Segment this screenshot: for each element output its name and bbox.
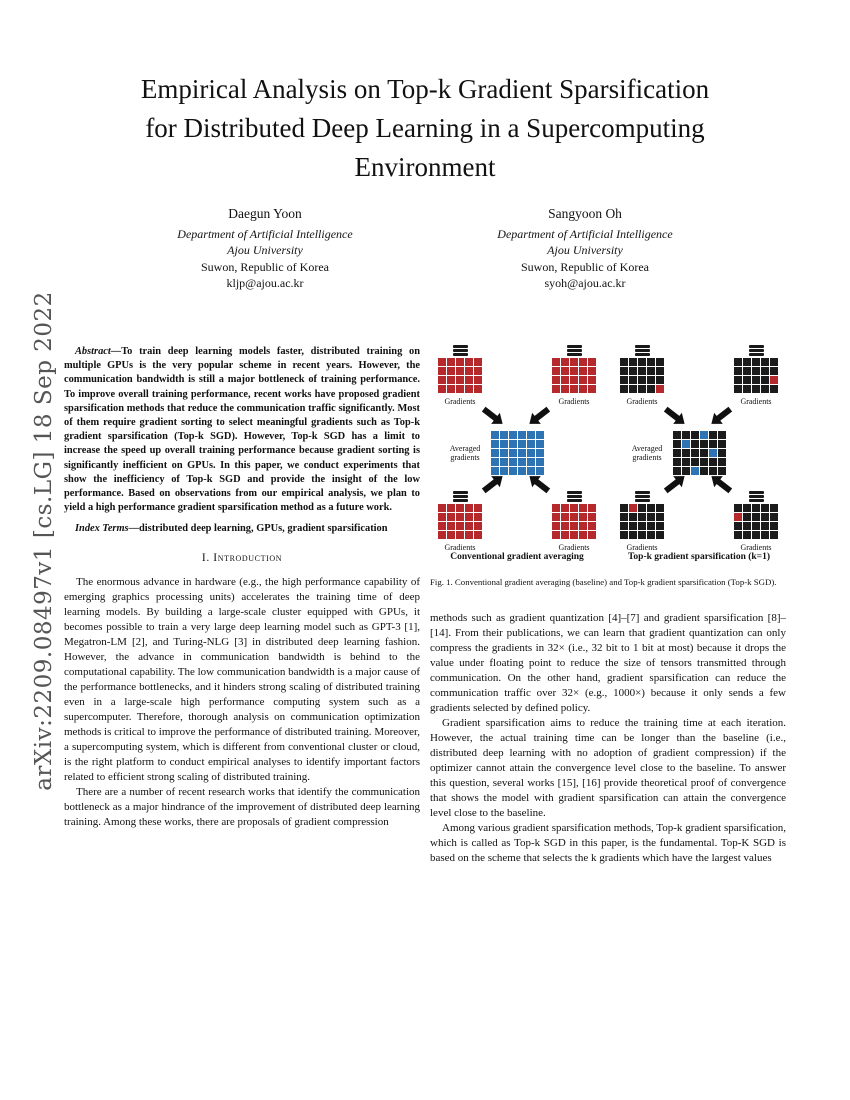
- gradient-cell: [552, 385, 560, 393]
- gradient-cell: [438, 504, 446, 512]
- gradient-cell: [570, 522, 578, 530]
- gradient-cell: [438, 531, 446, 539]
- gradient-cell: [500, 431, 508, 439]
- gradient-cell: [579, 385, 587, 393]
- gradient-cell: [638, 504, 646, 512]
- gradient-cell: [579, 376, 587, 384]
- gradient-cell: [456, 367, 464, 375]
- gradient-cell: [629, 531, 637, 539]
- gradient-cell: [752, 358, 760, 366]
- author-blocks: [105, 206, 745, 292]
- gradient-cell: [691, 431, 699, 439]
- gradient-cell: [509, 458, 517, 466]
- body-paragraph-continuation: methods such as gradient quantization [4]–[7] and gradient sparsification [8]–[14]. From their publications, we can learn that gradient quantization can only compress the gradients in 32× (i.e., 32 bit to 1 bit at most) because it drops the value under floating point to reduce the size of tensors transmitted through communication. On the other hand, gradient sparsification can reduce the communication traffic over 32× (e.g., 1000×) because it only sends a few gradients selected by defined policy.: [430, 611, 786, 714]
- figure-panel-conventional: [430, 345, 604, 565]
- gradient-cell: [552, 531, 560, 539]
- gradient-cell: [700, 431, 708, 439]
- gradient-cell: [491, 431, 499, 439]
- gradients-label: Gradients: [740, 397, 772, 406]
- abstract-text: To train deep learning models faster, distributed training on multiple GPUs is the very popular scheme in recent years. However, the communication bandwidth is still a major bottleneck of training performance. To improve overall training performance, recent works have proposed gradient sparsification methods that reduce the communication traffic significantly. Most of them require gradient sorting to select meaningful gradients such as Top-k gradient sparsification (Top-k SGD). However, Top-k SGD has a limit to increase the speed up overall training performance because gradient sorting is significantly inefficient on GPUs. In this paper, we conduct experiments that show the inefficiency of Top-k SGD and provide the insight of the low performance. Based on observations from our empirical analysis, we plan to yield a high performance gradient sparsification method as a future work.: [64, 346, 420, 514]
- left-column: [64, 345, 420, 830]
- gradient-cell: [638, 376, 646, 384]
- worker-node-br: [546, 491, 602, 555]
- gradient-cell: [718, 449, 726, 457]
- gradient-cell: [456, 522, 464, 530]
- index-terms-paragraph: [64, 522, 420, 536]
- gradient-cell: [629, 376, 637, 384]
- gradient-cell: [579, 504, 587, 512]
- figure-panels: [430, 345, 786, 565]
- gradient-cell: [743, 385, 751, 393]
- body-paragraph-convergence: Gradient sparsification aims to reduce the training time at each iteration. However, the actual training time can be longer than the baseline (i.e., distributed deep learning with no adoption of gradient compression) if the optimizer cannot attain the convergence level close to the baseline. To answer this question, several works [15], [16] provide theoretical proof of convergence that shows the model with gradient sparsification can attain the convergence level close to the baseline.: [430, 716, 786, 819]
- arrow-icon: [716, 479, 732, 494]
- gradient-cell: [638, 513, 646, 521]
- server-icon: [749, 345, 764, 356]
- gradients-label: Gradients: [740, 543, 772, 552]
- gradient-cell: [629, 358, 637, 366]
- author-university: Ajou University: [547, 243, 623, 257]
- gradient-cell: [647, 513, 655, 521]
- gradient-cell: [743, 522, 751, 530]
- gradient-cell: [474, 367, 482, 375]
- gradient-cell: [770, 504, 778, 512]
- author-2: [425, 206, 745, 292]
- gradient-cell: [743, 367, 751, 375]
- worker-node-bl: [432, 491, 488, 555]
- gradient-cell: [527, 440, 535, 448]
- gradient-cell: [561, 504, 569, 512]
- gradient-cell: [761, 522, 769, 530]
- gradient-cell: [761, 376, 769, 384]
- author-university: Ajou University: [227, 243, 303, 257]
- gradient-cell: [518, 449, 526, 457]
- gradient-cell: [509, 431, 517, 439]
- gradient-cell: [647, 504, 655, 512]
- gradient-cell: [588, 504, 596, 512]
- gradient-cell: [474, 376, 482, 384]
- gradient-cell: [561, 367, 569, 375]
- gradient-cell: [456, 385, 464, 393]
- gradient-cell: [700, 440, 708, 448]
- gradient-cell: [734, 513, 742, 521]
- gradient-cell: [700, 467, 708, 475]
- gradient-cell: [456, 513, 464, 521]
- gradient-cell: [474, 513, 482, 521]
- gradient-cell: [509, 467, 517, 475]
- arrow-icon: [534, 479, 550, 494]
- worker-node-tr: [546, 345, 602, 409]
- paper-title-line: Environment: [354, 152, 496, 182]
- gradient-cell: [770, 385, 778, 393]
- gradient-cell: [491, 449, 499, 457]
- author-city: Suwon, Republic of Korea: [521, 259, 649, 274]
- gradient-cell: [638, 358, 646, 366]
- gradient-cell: [447, 376, 455, 384]
- gradient-cell: [734, 385, 742, 393]
- gradient-cell: [588, 385, 596, 393]
- gradient-cell: [536, 458, 544, 466]
- gradient-cell: [709, 458, 717, 466]
- gradient-cell: [491, 440, 499, 448]
- gradient-grid: [620, 358, 664, 393]
- gradient-cell: [752, 513, 760, 521]
- author-email: kljp@ajou.ac.kr: [226, 276, 304, 290]
- server-icon: [453, 491, 468, 502]
- index-terms-label: Index Terms—: [75, 523, 139, 535]
- gradient-cell: [734, 358, 742, 366]
- gradient-cell: [438, 513, 446, 521]
- averaged-gradients-node: [624, 431, 726, 475]
- arrow-icon: [482, 407, 498, 422]
- arrow-icon: [482, 479, 498, 494]
- gradient-cell: [438, 522, 446, 530]
- gradient-grid: [438, 358, 482, 393]
- arrow-icon: [664, 407, 680, 422]
- gradient-cell: [588, 522, 596, 530]
- gradient-cell: [682, 449, 690, 457]
- gradient-cell: [588, 358, 596, 366]
- gradient-cell: [709, 431, 717, 439]
- gradient-cell: [638, 522, 646, 530]
- gradient-cell: [561, 513, 569, 521]
- gradient-cell: [552, 367, 560, 375]
- gradient-cell: [656, 522, 664, 530]
- gradient-grid: [552, 358, 596, 393]
- gradient-cell: [718, 458, 726, 466]
- gradients-label: Gradients: [444, 397, 476, 406]
- gradient-cell: [579, 367, 587, 375]
- gradient-cell: [570, 504, 578, 512]
- gradient-cell: [770, 522, 778, 530]
- gradient-cell: [465, 513, 473, 521]
- gradient-cell: [700, 458, 708, 466]
- gradient-cell: [656, 385, 664, 393]
- figure-panel-title: Top-k gradient sparsification (k=1): [627, 552, 771, 562]
- gradient-cell: [770, 358, 778, 366]
- gradient-cell: [456, 358, 464, 366]
- gradient-cell: [588, 367, 596, 375]
- gradient-cell: [673, 458, 681, 466]
- worker-node-tl: [432, 345, 488, 409]
- gradient-cell: [647, 531, 655, 539]
- server-icon: [567, 491, 582, 502]
- gradient-cell: [709, 440, 717, 448]
- gradient-cell: [474, 531, 482, 539]
- gradient-cell: [570, 385, 578, 393]
- gradient-cell: [561, 385, 569, 393]
- gradient-cell: [561, 376, 569, 384]
- gradient-cell: [536, 431, 544, 439]
- gradient-cell: [647, 522, 655, 530]
- gradient-cell: [709, 449, 717, 457]
- gradient-cell: [474, 522, 482, 530]
- gradient-cell: [682, 440, 690, 448]
- gradient-cell: [752, 376, 760, 384]
- author-city: Suwon, Republic of Korea: [201, 259, 329, 274]
- gradient-cell: [620, 522, 628, 530]
- gradient-cell: [647, 367, 655, 375]
- gradient-cell: [673, 431, 681, 439]
- gradient-cell: [620, 385, 628, 393]
- gradient-cell: [761, 385, 769, 393]
- gradient-cell: [465, 531, 473, 539]
- gradient-cell: [447, 531, 455, 539]
- averaged-gradients-node: [442, 431, 544, 475]
- gradients-label: Gradients: [444, 543, 476, 552]
- gradient-cell: [647, 385, 655, 393]
- gradient-cell: [447, 522, 455, 530]
- server-icon: [635, 491, 650, 502]
- gradient-cell: [474, 358, 482, 366]
- gradient-cell: [509, 440, 517, 448]
- server-icon: [635, 345, 650, 356]
- gradient-cell: [752, 531, 760, 539]
- gradient-cell: [588, 513, 596, 521]
- gradient-cell: [656, 504, 664, 512]
- paper-title: [75, 70, 775, 187]
- gradient-grid: [620, 504, 664, 539]
- gradient-cell: [552, 504, 560, 512]
- gradient-cell: [536, 440, 544, 448]
- gradient-cell: [456, 531, 464, 539]
- gradient-cell: [491, 458, 499, 466]
- gradient-cell: [536, 449, 544, 457]
- gradient-cell: [691, 440, 699, 448]
- gradient-cell: [682, 458, 690, 466]
- author-department: Department of Artificial Intelligence: [177, 226, 353, 241]
- arrow-icon: [716, 407, 732, 422]
- gradient-cell: [570, 531, 578, 539]
- worker-node-bl: [614, 491, 670, 555]
- gradients-label: Gradients: [558, 397, 590, 406]
- gradient-grid: [734, 358, 778, 393]
- gradient-cell: [770, 513, 778, 521]
- gradient-cell: [620, 531, 628, 539]
- gradient-cell: [518, 431, 526, 439]
- gradient-cell: [552, 522, 560, 530]
- gradient-cell: [570, 376, 578, 384]
- gradient-cell: [620, 504, 628, 512]
- gradient-grid: [491, 431, 544, 475]
- gradient-cell: [527, 458, 535, 466]
- gradient-cell: [734, 522, 742, 530]
- gradient-cell: [447, 504, 455, 512]
- gradient-cell: [743, 531, 751, 539]
- gradient-cell: [465, 522, 473, 530]
- gradient-cell: [629, 504, 637, 512]
- gradient-cell: [465, 385, 473, 393]
- gradients-label: Gradients: [626, 397, 658, 406]
- index-terms-text: distributed deep learning, GPUs, gradient sparsification: [139, 523, 388, 535]
- gradient-cell: [500, 440, 508, 448]
- gradient-cell: [438, 367, 446, 375]
- intro-paragraph-1: The enormous advance in hardware (e.g., the high performance capability of emerging graphics processing units) accelerates the training time of deep learning models. By building a large-scale cluster equipped with GPUs, it becomes possible to train a very large deep learning model such as GPT-3 [1], Megatron-LM [2], and Turing-NLG [3] in distributed deep learning fashion. However, the advance in communication bandwidth is behind to the computational capability. The low communication bandwidth is a major cause of the performance bottlenecks, and it hinders strong scaling of distributed training even in a large-scale high performance computing system such as a supercomputer. Therefore, thorough analysis on communication optimization methods is critical to improve the performance of distributed training. Moreover, a supercomputing system, which is different from conventional cluster or cloud, is the right platform to conduct empirical analyses to identify important factors related to efficient strong scaling of distributed training.: [64, 575, 420, 783]
- gradient-cell: [465, 358, 473, 366]
- gradient-cell: [718, 440, 726, 448]
- server-icon: [567, 345, 582, 356]
- author-name: Daegun Yoon: [228, 206, 302, 221]
- gradient-cell: [579, 513, 587, 521]
- gradient-cell: [743, 513, 751, 521]
- gradient-cell: [752, 385, 760, 393]
- gradient-cell: [579, 531, 587, 539]
- averaged-gradients-label: Averaged gradients: [631, 443, 663, 462]
- gradient-cell: [718, 431, 726, 439]
- gradient-cell: [761, 504, 769, 512]
- figure-1: [430, 345, 786, 589]
- gradient-cell: [673, 449, 681, 457]
- averaged-gradients-label: Averaged gradients: [449, 443, 481, 462]
- gradient-cell: [761, 367, 769, 375]
- gradient-cell: [691, 449, 699, 457]
- gradient-cell: [638, 367, 646, 375]
- gradient-cell: [561, 358, 569, 366]
- worker-node-br: [728, 491, 784, 555]
- body-paragraph-topk-intro: Among various gradient sparsification methods, Top-k gradient sparsification, which is called as Top-k SGD in this paper, is the fundamental. Top-K SGD is based on the scheme that selects the k gradients which have the largest values: [430, 821, 786, 864]
- server-icon: [749, 491, 764, 502]
- gradient-cell: [656, 513, 664, 521]
- gradient-grid: [552, 504, 596, 539]
- gradient-cell: [734, 376, 742, 384]
- gradient-cell: [570, 513, 578, 521]
- gradient-cell: [647, 358, 655, 366]
- gradient-cell: [527, 449, 535, 457]
- author-name: Sangyoon Oh: [548, 206, 622, 221]
- gradient-grid: [438, 504, 482, 539]
- gradient-cell: [734, 367, 742, 375]
- gradient-cell: [579, 522, 587, 530]
- figure-panel-title: Conventional gradient averaging: [450, 552, 584, 562]
- gradient-cell: [761, 358, 769, 366]
- gradient-cell: [734, 504, 742, 512]
- gradient-cell: [465, 367, 473, 375]
- gradient-cell: [447, 385, 455, 393]
- gradient-cell: [588, 531, 596, 539]
- gradient-cell: [761, 513, 769, 521]
- paper-title-line: Empirical Analysis on Top-k Gradient Sparsification: [140, 74, 710, 104]
- arxiv-stamp: arXiv:2209.08497v1 [cs.LG] 18 Sep 2022: [31, 291, 57, 791]
- gradient-cell: [691, 458, 699, 466]
- abstract-label: Abstract—: [75, 346, 122, 357]
- gradient-cell: [691, 467, 699, 475]
- gradient-cell: [509, 449, 517, 457]
- gradient-cell: [638, 385, 646, 393]
- gradient-cell: [620, 376, 628, 384]
- gradient-cell: [629, 522, 637, 530]
- gradient-cell: [518, 467, 526, 475]
- gradient-cell: [656, 376, 664, 384]
- gradients-label: Gradients: [558, 543, 590, 552]
- gradient-cell: [673, 440, 681, 448]
- gradient-cell: [474, 385, 482, 393]
- arrow-icon: [664, 479, 680, 494]
- gradient-cell: [770, 531, 778, 539]
- gradient-cell: [752, 504, 760, 512]
- gradient-grid: [673, 431, 726, 475]
- gradient-cell: [761, 531, 769, 539]
- gradient-cell: [656, 531, 664, 539]
- gradient-cell: [552, 513, 560, 521]
- gradient-cell: [570, 358, 578, 366]
- gradient-cell: [561, 522, 569, 530]
- gradient-cell: [620, 358, 628, 366]
- gradient-cell: [465, 504, 473, 512]
- figure-panel-topk: [612, 345, 786, 565]
- gradient-cell: [447, 513, 455, 521]
- gradient-cell: [570, 367, 578, 375]
- gradient-cell: [438, 385, 446, 393]
- gradient-cell: [438, 376, 446, 384]
- gradient-cell: [770, 376, 778, 384]
- gradient-cell: [752, 522, 760, 530]
- section-heading-introduction: I. Introduction: [201, 551, 283, 564]
- gradient-cell: [647, 376, 655, 384]
- gradient-cell: [629, 513, 637, 521]
- gradient-cell: [500, 458, 508, 466]
- gradient-cell: [518, 440, 526, 448]
- gradient-cell: [456, 376, 464, 384]
- abstract-paragraph: [64, 345, 420, 515]
- gradient-cell: [682, 431, 690, 439]
- gradient-cell: [620, 367, 628, 375]
- gradient-cell: [734, 531, 742, 539]
- gradient-cell: [579, 358, 587, 366]
- gradient-cell: [561, 531, 569, 539]
- gradient-cell: [500, 449, 508, 457]
- gradient-cell: [438, 358, 446, 366]
- gradient-cell: [518, 458, 526, 466]
- gradient-cell: [638, 531, 646, 539]
- gradient-cell: [552, 376, 560, 384]
- gradient-cell: [456, 504, 464, 512]
- gradient-cell: [474, 504, 482, 512]
- gradient-cell: [629, 367, 637, 375]
- author-1: [105, 206, 425, 292]
- gradient-cell: [552, 358, 560, 366]
- worker-node-tl: [614, 345, 670, 409]
- server-icon: [453, 345, 468, 356]
- gradient-cell: [743, 358, 751, 366]
- author-department: Department of Artificial Intelligence: [497, 226, 673, 241]
- paper-title-line: for Distributed Deep Learning in a Supercomputing: [145, 113, 705, 143]
- gradient-cell: [743, 376, 751, 384]
- gradient-cell: [447, 358, 455, 366]
- author-email: syoh@ajou.ac.kr: [544, 276, 626, 290]
- worker-node-tr: [728, 345, 784, 409]
- gradient-grid: [734, 504, 778, 539]
- intro-paragraph-2: There are a number of recent research works that identify the communication bottleneck as a major hindrance of the improvement of distributed deep learning training. Among these works, there are proposals of gradient compression: [64, 785, 420, 828]
- gradient-cell: [629, 385, 637, 393]
- gradient-cell: [700, 449, 708, 457]
- gradient-cell: [743, 504, 751, 512]
- gradient-cell: [752, 367, 760, 375]
- gradient-cell: [620, 513, 628, 521]
- right-column: [430, 345, 786, 866]
- gradient-cell: [465, 376, 473, 384]
- gradient-cell: [588, 376, 596, 384]
- gradient-cell: [770, 367, 778, 375]
- figure-caption: Fig. 1. Conventional gradient averaging (baseline) and Top-k gradient sparsification (Top-k SGD).: [430, 577, 777, 587]
- gradient-cell: [656, 367, 664, 375]
- gradient-cell: [527, 431, 535, 439]
- gradient-cell: [656, 358, 664, 366]
- arrow-icon: [534, 407, 550, 422]
- gradient-cell: [447, 367, 455, 375]
- gradients-label: Gradients: [626, 543, 658, 552]
